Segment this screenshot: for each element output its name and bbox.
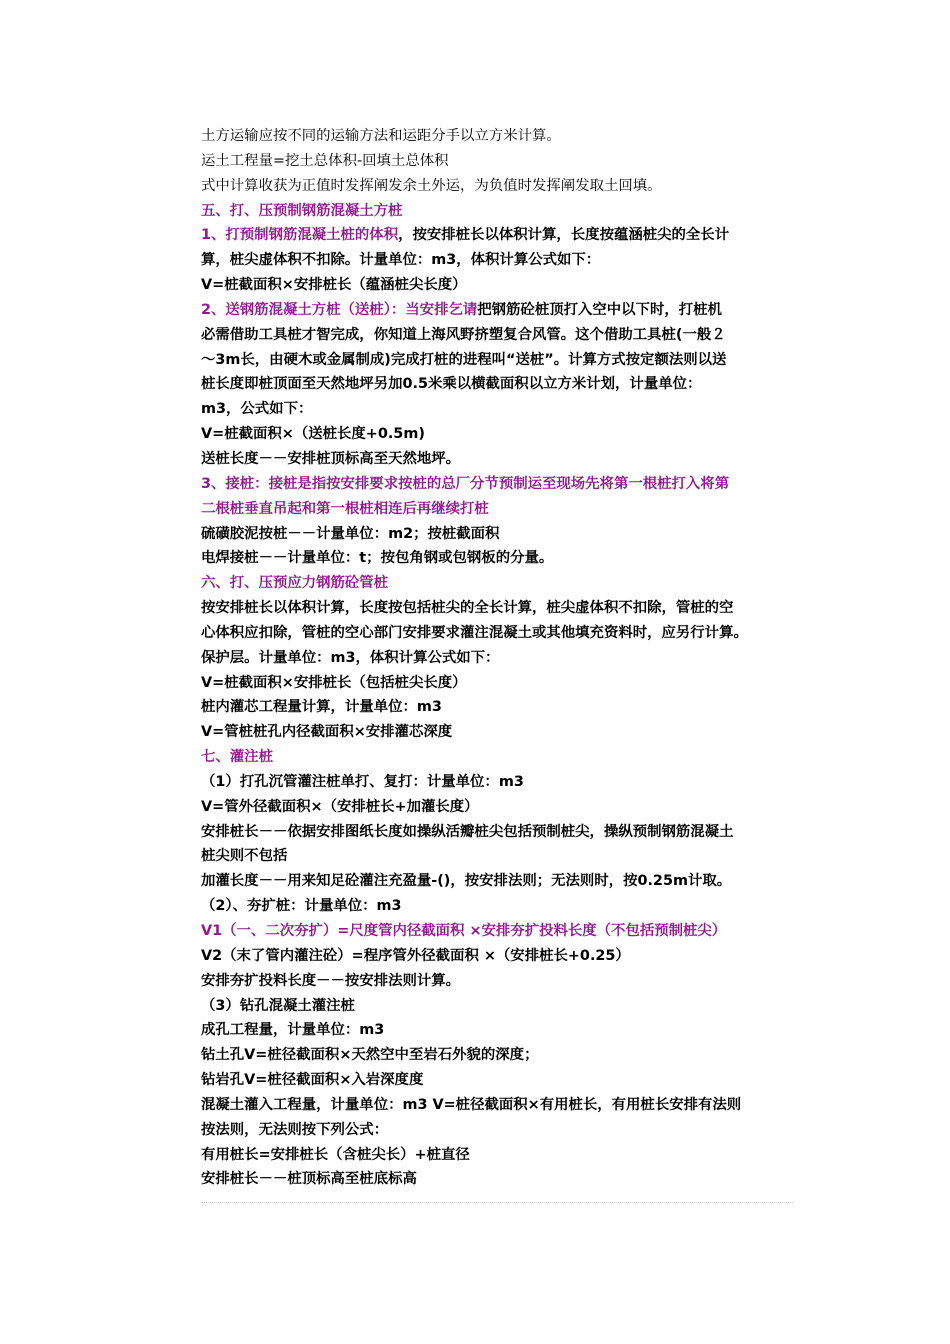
text-line: 送桩长度－－安排桩顶标高至天然地坪。 bbox=[201, 450, 461, 467]
text-line: 二根桩垂直吊起和第一根桩相连后再继续打桩 bbox=[201, 500, 489, 517]
text-line: 五、打、压预制钢筋混凝土方桩 bbox=[201, 202, 403, 219]
text-line: 混凝土灌入工程量，计量单位：m3 V=桩径截面积×有用桩长，有用桩长安排有法则 bbox=[201, 1096, 742, 1113]
text-line: V1（一、二次夯扩）=尺度管内径截面积 ×安排夯扩投料长度（不包括预制桩尖） bbox=[201, 923, 727, 939]
text-segment: 2、送钢筋混凝土方桩（送桩）：当安排乞请 bbox=[201, 301, 478, 318]
text-line: 七、灌注桩 bbox=[201, 749, 273, 766]
text-line: V=桩截面积×安排桩长（包括桩尖长度） bbox=[201, 674, 467, 691]
text-line: 安排夯扩投料长度－－按安排法则计算。 bbox=[201, 972, 461, 989]
text-line: 电焊接桩－－计量单位：t；按包角钢或包钢板的分量。 bbox=[201, 550, 554, 567]
text-line: 桩尖则不包括 bbox=[201, 848, 288, 865]
text-line: 成孔工程量，计量单位：m3 bbox=[201, 1022, 385, 1039]
text-line: ～3m长，由硬木或金属制成)完成打桩的进程叫“送桩”。计算方式按定额法则以送 bbox=[201, 351, 727, 368]
text-line: 按安排桩长以体积计算，长度按包括桩尖的全长计算，桩尖虚体积不扣除，管桩的空 bbox=[201, 600, 734, 617]
text-line: 桩长度即桩顶面至天然地坪另加0.5米乘以横截面积以立方米计划，计量单位： bbox=[201, 376, 702, 393]
text-line: 心体积应扣除，管桩的空心部门安排要求灌注混凝土或其他填充资料时，应另行计算。 bbox=[201, 624, 748, 641]
text-line: 桩内灌芯工程量计算，计量单位：m3 bbox=[201, 699, 442, 716]
text-line: 算，桩尖虚体积不扣除。计量单位：m3，体积计算公式如下： bbox=[201, 252, 601, 269]
text-line: V2（末了管内灌注砼）=程序管外径截面积 ×（安排桩长+0.25） bbox=[201, 947, 630, 964]
text-line: 保护层。计量单位：m3，体积计算公式如下： bbox=[201, 649, 500, 666]
text-line: 式中计算收获为正值时发挥阐发余土外运，为负值时发挥阐发取土回填。 bbox=[201, 177, 662, 194]
text-line: （3）钻孔混凝土灌注桩 bbox=[201, 997, 355, 1014]
text-line: 按法则，无法则按下列公式： bbox=[201, 1121, 389, 1138]
text-line bbox=[201, 223, 801, 248]
text-line: 安排桩长－－桩顶标高至桩底标高 bbox=[201, 1171, 417, 1188]
text-line: 必需借助工具桩才智完成，你知道上海风野挤塑复合风管。这个借助工具桩(一般２ bbox=[201, 326, 726, 343]
text-line: 土方运输应按不同的运输方法和运距分手以立方米计算。 bbox=[201, 128, 561, 144]
text-segment: 1、打预制钢筋混凝土桩的体积 bbox=[201, 227, 399, 244]
footer-divider bbox=[201, 1202, 793, 1203]
text-line: 安排桩长－－依据安排图纸长度如操纵活瓣桩尖包括预制桩尖，操纵预制钢筋混凝土 bbox=[201, 823, 734, 840]
text-line: （1）打孔沉管灌注桩单打、复打：计量单位：m3 bbox=[201, 773, 524, 790]
text-line: 钻岩孔V=桩径截面积×入岩深度度 bbox=[201, 1072, 424, 1089]
text-line: 有用桩长=安排桩长（含桩尖长）+桩直径 bbox=[201, 1146, 470, 1163]
text-segment: ，按安排桩长以体积计算，长度按蕴涵桩尖的全长计 bbox=[398, 227, 730, 244]
text-line: 加灌长度－－用来知足砼灌注充盈量-()，按安排法则；无法则时，按0.25m计取。 bbox=[201, 873, 732, 890]
text-line: 运土工程量=挖土总体积-回填土总体积 bbox=[201, 152, 449, 169]
text-segment: 把钢筋砼桩顶打入空中以下时，打桩机 bbox=[477, 301, 722, 318]
text-line: 六、打、压预应力钢筋砼管桩 bbox=[201, 575, 389, 592]
text-line: V=桩截面积×安排桩长（蕴涵桩尖长度） bbox=[201, 277, 467, 294]
text-line: 钻土孔V=桩径截面积×天然空中至岩石外貌的深度； bbox=[201, 1047, 539, 1064]
text-line: V=管外径截面积×（安排桩长+加灌长度） bbox=[201, 798, 479, 815]
text-line: m3，公式如下： bbox=[201, 401, 313, 418]
text-line: 硫磺胶泥按桩－－计量单位：m2；按桩截面积 bbox=[201, 525, 500, 542]
text-line: V=桩截面积×（送桩长度+0.5m) bbox=[201, 426, 425, 443]
text-line: 3、接桩：接桩是指按安排要求按桩的总厂分节预制运至现场先将第一根桩打入将第 bbox=[201, 475, 730, 492]
text-line: V=管桩桩孔内径截面积×安排灌芯深度 bbox=[201, 724, 453, 741]
text-line bbox=[201, 298, 801, 323]
text-line: （2）、夯扩桩：计量单位：m3 bbox=[201, 898, 402, 915]
document-body bbox=[201, 124, 801, 1192]
